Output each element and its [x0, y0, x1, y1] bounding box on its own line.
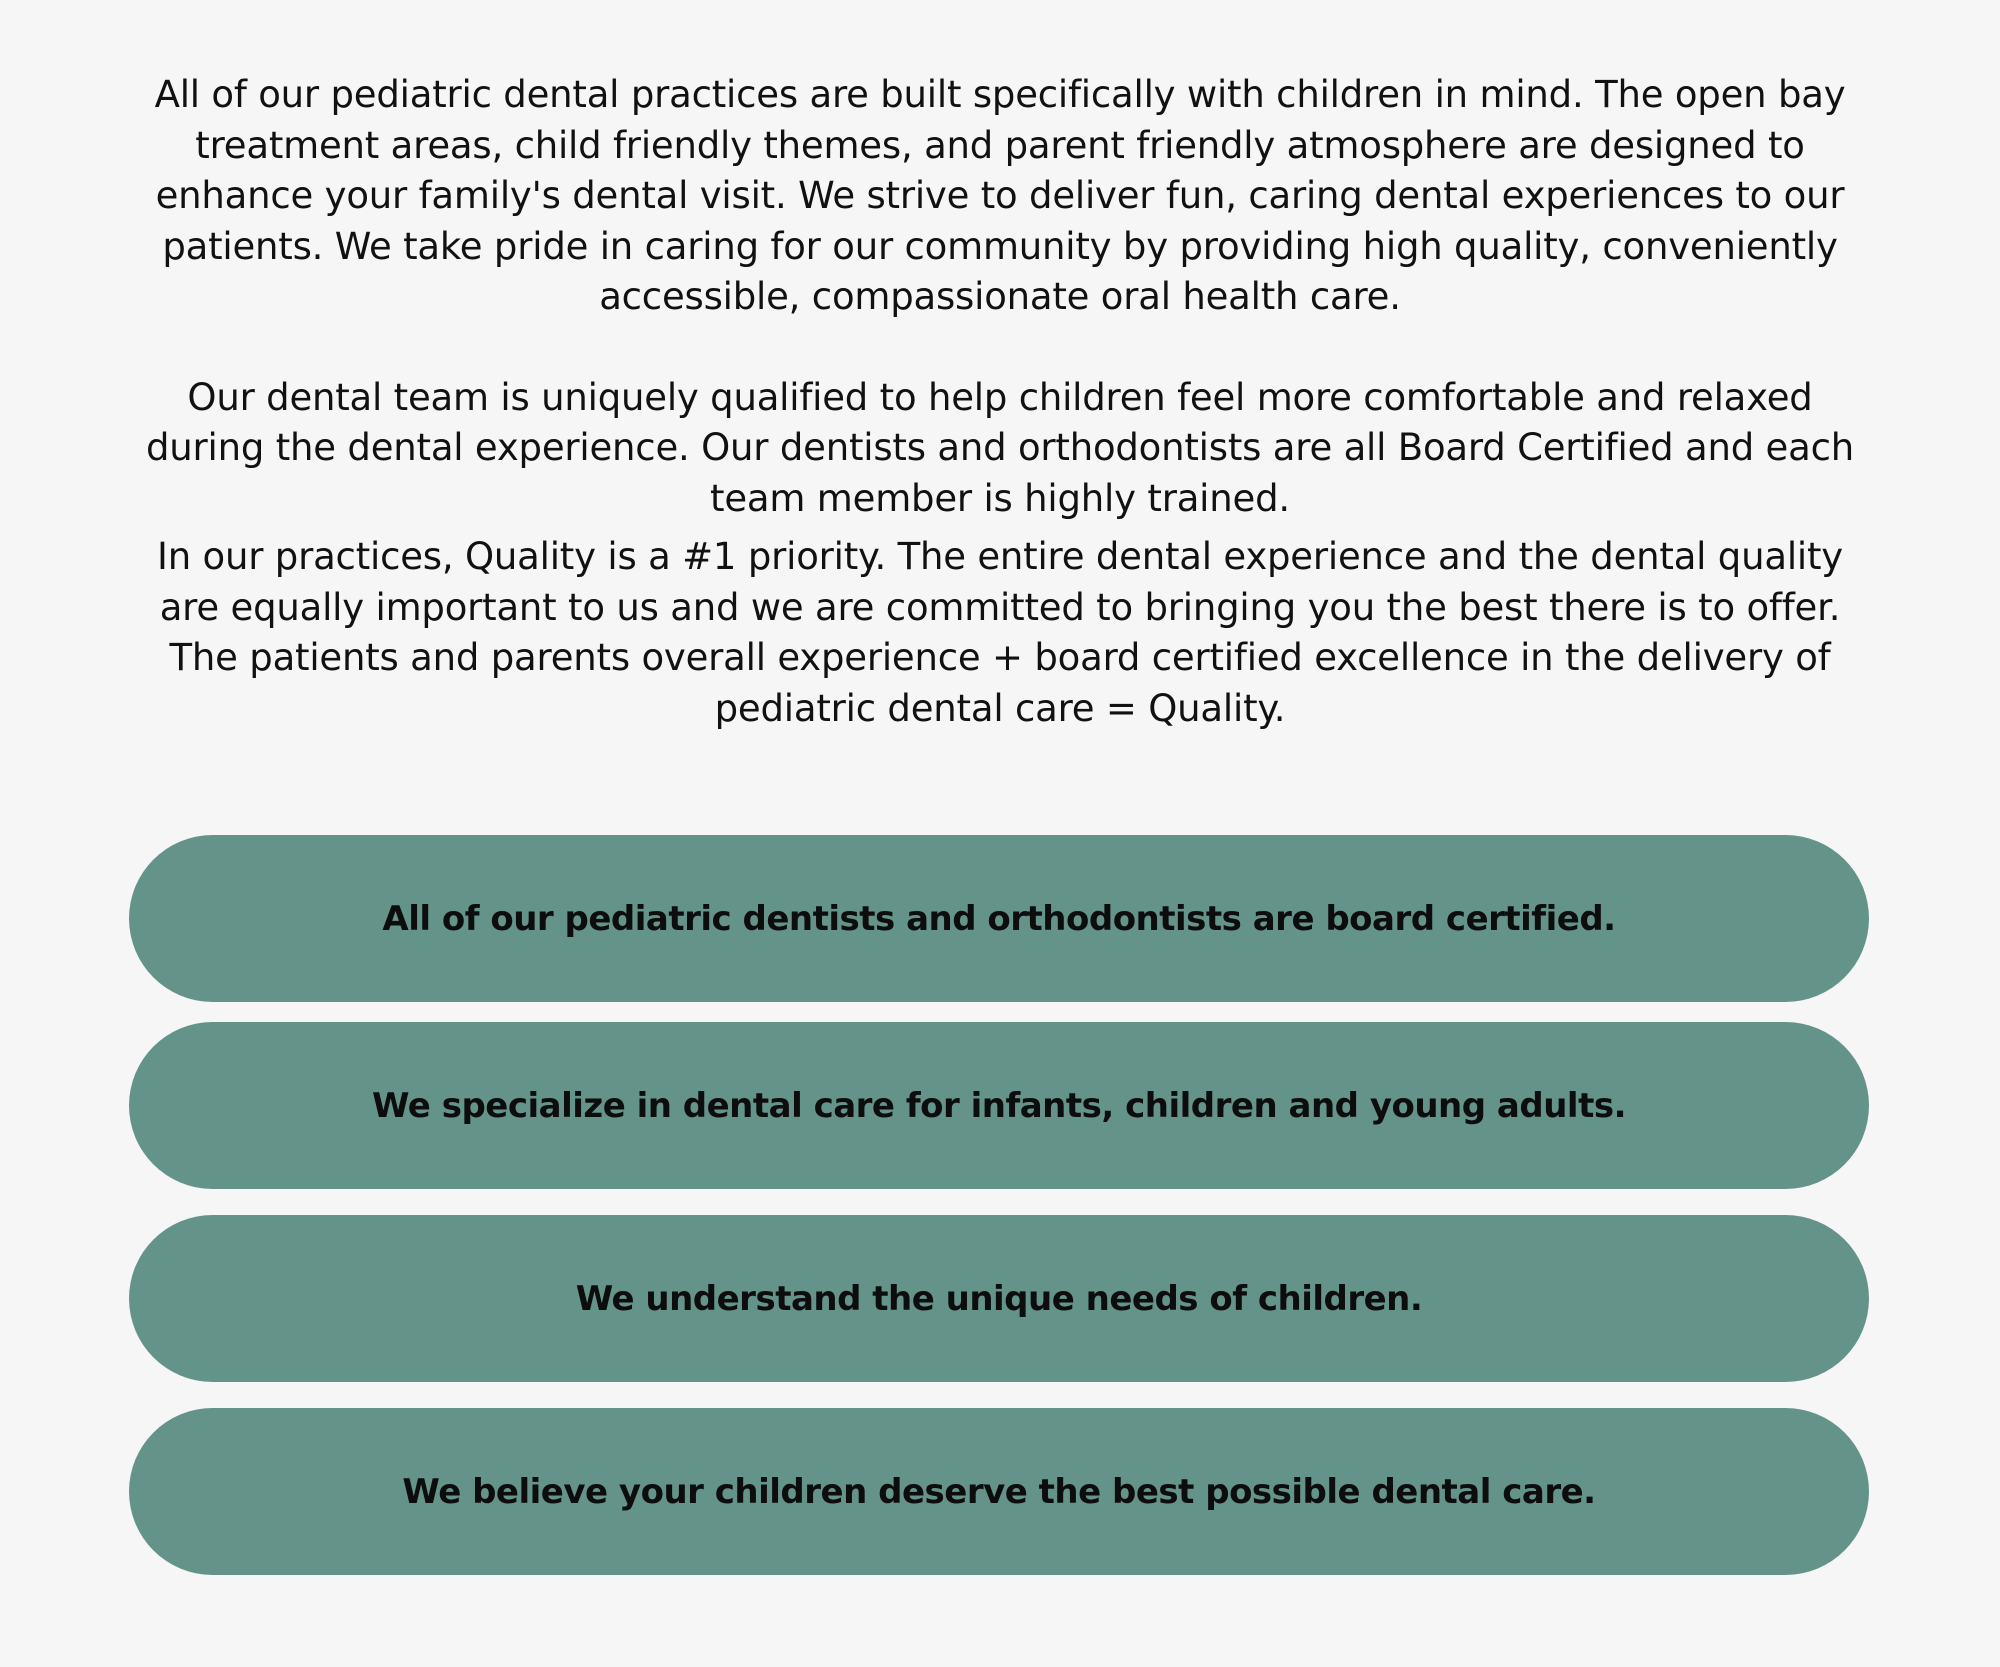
highlight-board-certified [129, 835, 1869, 1002]
highlight-text: We believe your children deserve the best possible dental care. [402, 1471, 1596, 1512]
highlight-best-care [129, 1408, 1869, 1575]
intro-paragraph-quality: In our practices, Quality is a #1 priority. The entire dental experience and the dental quality are equally important to us and we are committed to bringing you the best there is to offer. The patients and parents overall experience + board certified excellence in the delivery of pediatric dental care = Quality. [157, 535, 1843, 730]
highlight-specialize [129, 1022, 1869, 1189]
intro-section [130, 70, 1870, 734]
highlight-text: We specialize in dental care for infants, children and young adults. [372, 1085, 1626, 1126]
highlight-unique-needs [129, 1215, 1869, 1382]
intro-paragraph-environment: All of our pediatric dental practices are built specifically with children in mind. The open bay treatment areas, child friendly themes, and parent friendly atmosphere are designed to enhance your family's dental visit. We strive to deliver fun, caring dental experiences to our patients. We take pride in caring for our community by providing high quality, conveniently accessible, compassionate oral health care. [154, 73, 1846, 318]
highlight-text: We understand the unique needs of children. [575, 1278, 1423, 1319]
intro-paragraph-team: Our dental team is uniquely qualified to help children feel more comfortable and relaxed during the dental experience. Our dentists and orthodontists are all Board Certified and each team member is highly trained. [146, 375, 1854, 520]
highlight-text: All of our pediatric dentists and orthodontists are board certified. [382, 898, 1616, 939]
